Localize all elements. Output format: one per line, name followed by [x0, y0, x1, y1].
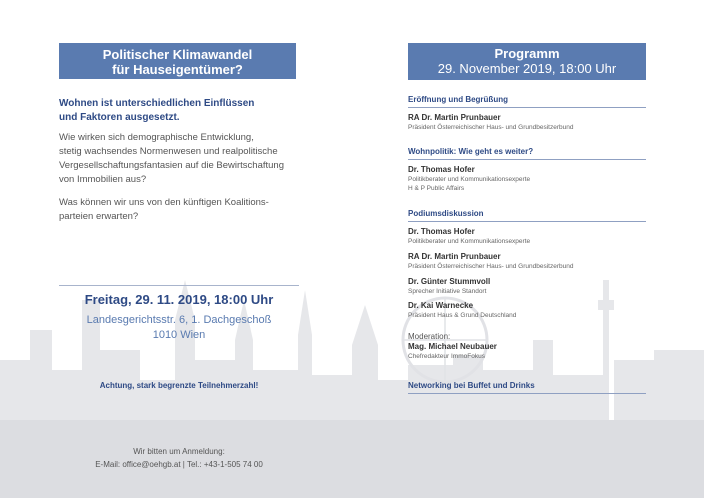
- program-subtitle: 29. November 2019, 18:00 Uhr: [437, 61, 617, 76]
- intro-heading-line1: Wohnen ist unterschiedlichen Einflüssen: [59, 98, 255, 109]
- moderator-role: Chefredakteur ImmoFokus: [408, 353, 485, 360]
- speaker-role: Präsident Österreichischer Haus- und Grundbesitzerbund: [408, 263, 574, 270]
- left-title-line2: für Hauseigentümer?: [112, 62, 243, 77]
- section-networking: Networking bei Buffet und Drinks: [408, 381, 535, 390]
- intro-paragraph-2: [59, 196, 299, 224]
- speaker-name: RA Dr. Martin Prunbauer: [408, 252, 501, 261]
- para1-line: Wie wirken sich demographische Entwicklung,: [59, 132, 254, 143]
- intro-heading: [59, 97, 299, 125]
- moderator-name: Mag. Michael Neubauer: [408, 342, 497, 351]
- section-divider: [408, 159, 646, 160]
- para2-line: parteien erwarten?: [59, 211, 139, 222]
- speaker-name: RA Dr. Martin Prunbauer: [408, 113, 501, 122]
- speaker-role: Politikberater und Kommunikationsexperte: [408, 176, 531, 183]
- section-panel: Podiumsdiskussion: [408, 209, 484, 218]
- registration-request: Wir bitten um Anmeldung:: [133, 447, 225, 456]
- speaker-name: Dr. Thomas Hofer: [408, 165, 475, 174]
- speaker-name: Dr. Günter Stummvoll: [408, 277, 491, 286]
- footer-ground-band: [0, 420, 704, 498]
- event-address-line1: Landesgerichtsstr. 6, 1. Dachgeschoß: [86, 314, 272, 326]
- event-date: Freitag, 29. 11. 2019, 18:00 Uhr: [84, 292, 274, 307]
- para1-line: von Immobilien aus?: [59, 174, 147, 185]
- speaker-role: H & P Public Affairs: [408, 185, 465, 192]
- section-divider: [408, 393, 646, 394]
- limited-seats-notice: Achtung, stark begrenzte Teilnehmerzahl!: [99, 381, 259, 390]
- intro-paragraph-1: [59, 131, 299, 187]
- para1-line: stetig wachsendes Normenwesen und realpolitische: [59, 146, 278, 157]
- program-title-box: [408, 43, 646, 80]
- speaker-role: Präsident Haus & Grund Deutschland: [408, 312, 517, 319]
- speaker-name: Dr. Thomas Hofer: [408, 227, 475, 236]
- speaker-role: Sprecher Initiative Standort: [408, 288, 487, 295]
- program-title: Programm: [494, 46, 560, 61]
- speaker-name: Dr. Kai Warnecke: [408, 301, 474, 310]
- para2-line: Was können wir uns von den künftigen Koalitions-: [59, 197, 269, 208]
- speaker-role: Präsident Österreichischer Haus- und Grundbesitzerbund: [408, 124, 574, 131]
- event-divider-top: [59, 285, 299, 286]
- section-divider: [408, 221, 646, 222]
- intro-heading-line2: und Faktoren ausgesetzt.: [59, 112, 180, 123]
- left-title-line1: Politischer Klimawandel: [102, 47, 253, 62]
- section-opening: Eröffnung und Begrüßung: [408, 95, 508, 104]
- section-divider: [408, 107, 646, 108]
- para1-line: Vergesellschaftungsfantasien auf die Bewirtschaftung: [59, 160, 284, 171]
- section-politics: Wohnpolitik: Wie geht es weiter?: [408, 147, 534, 156]
- speaker-role: Politikberater und Kommunikationsexperte: [408, 238, 531, 245]
- event-address-line2: 1010 Wien: [152, 329, 206, 341]
- moderation-label: Moderation:: [408, 332, 451, 341]
- left-title-box: [59, 43, 296, 79]
- contact-details: E-Mail: office@oehgb.at | Tel.: +43-1-505 74 00: [95, 460, 263, 469]
